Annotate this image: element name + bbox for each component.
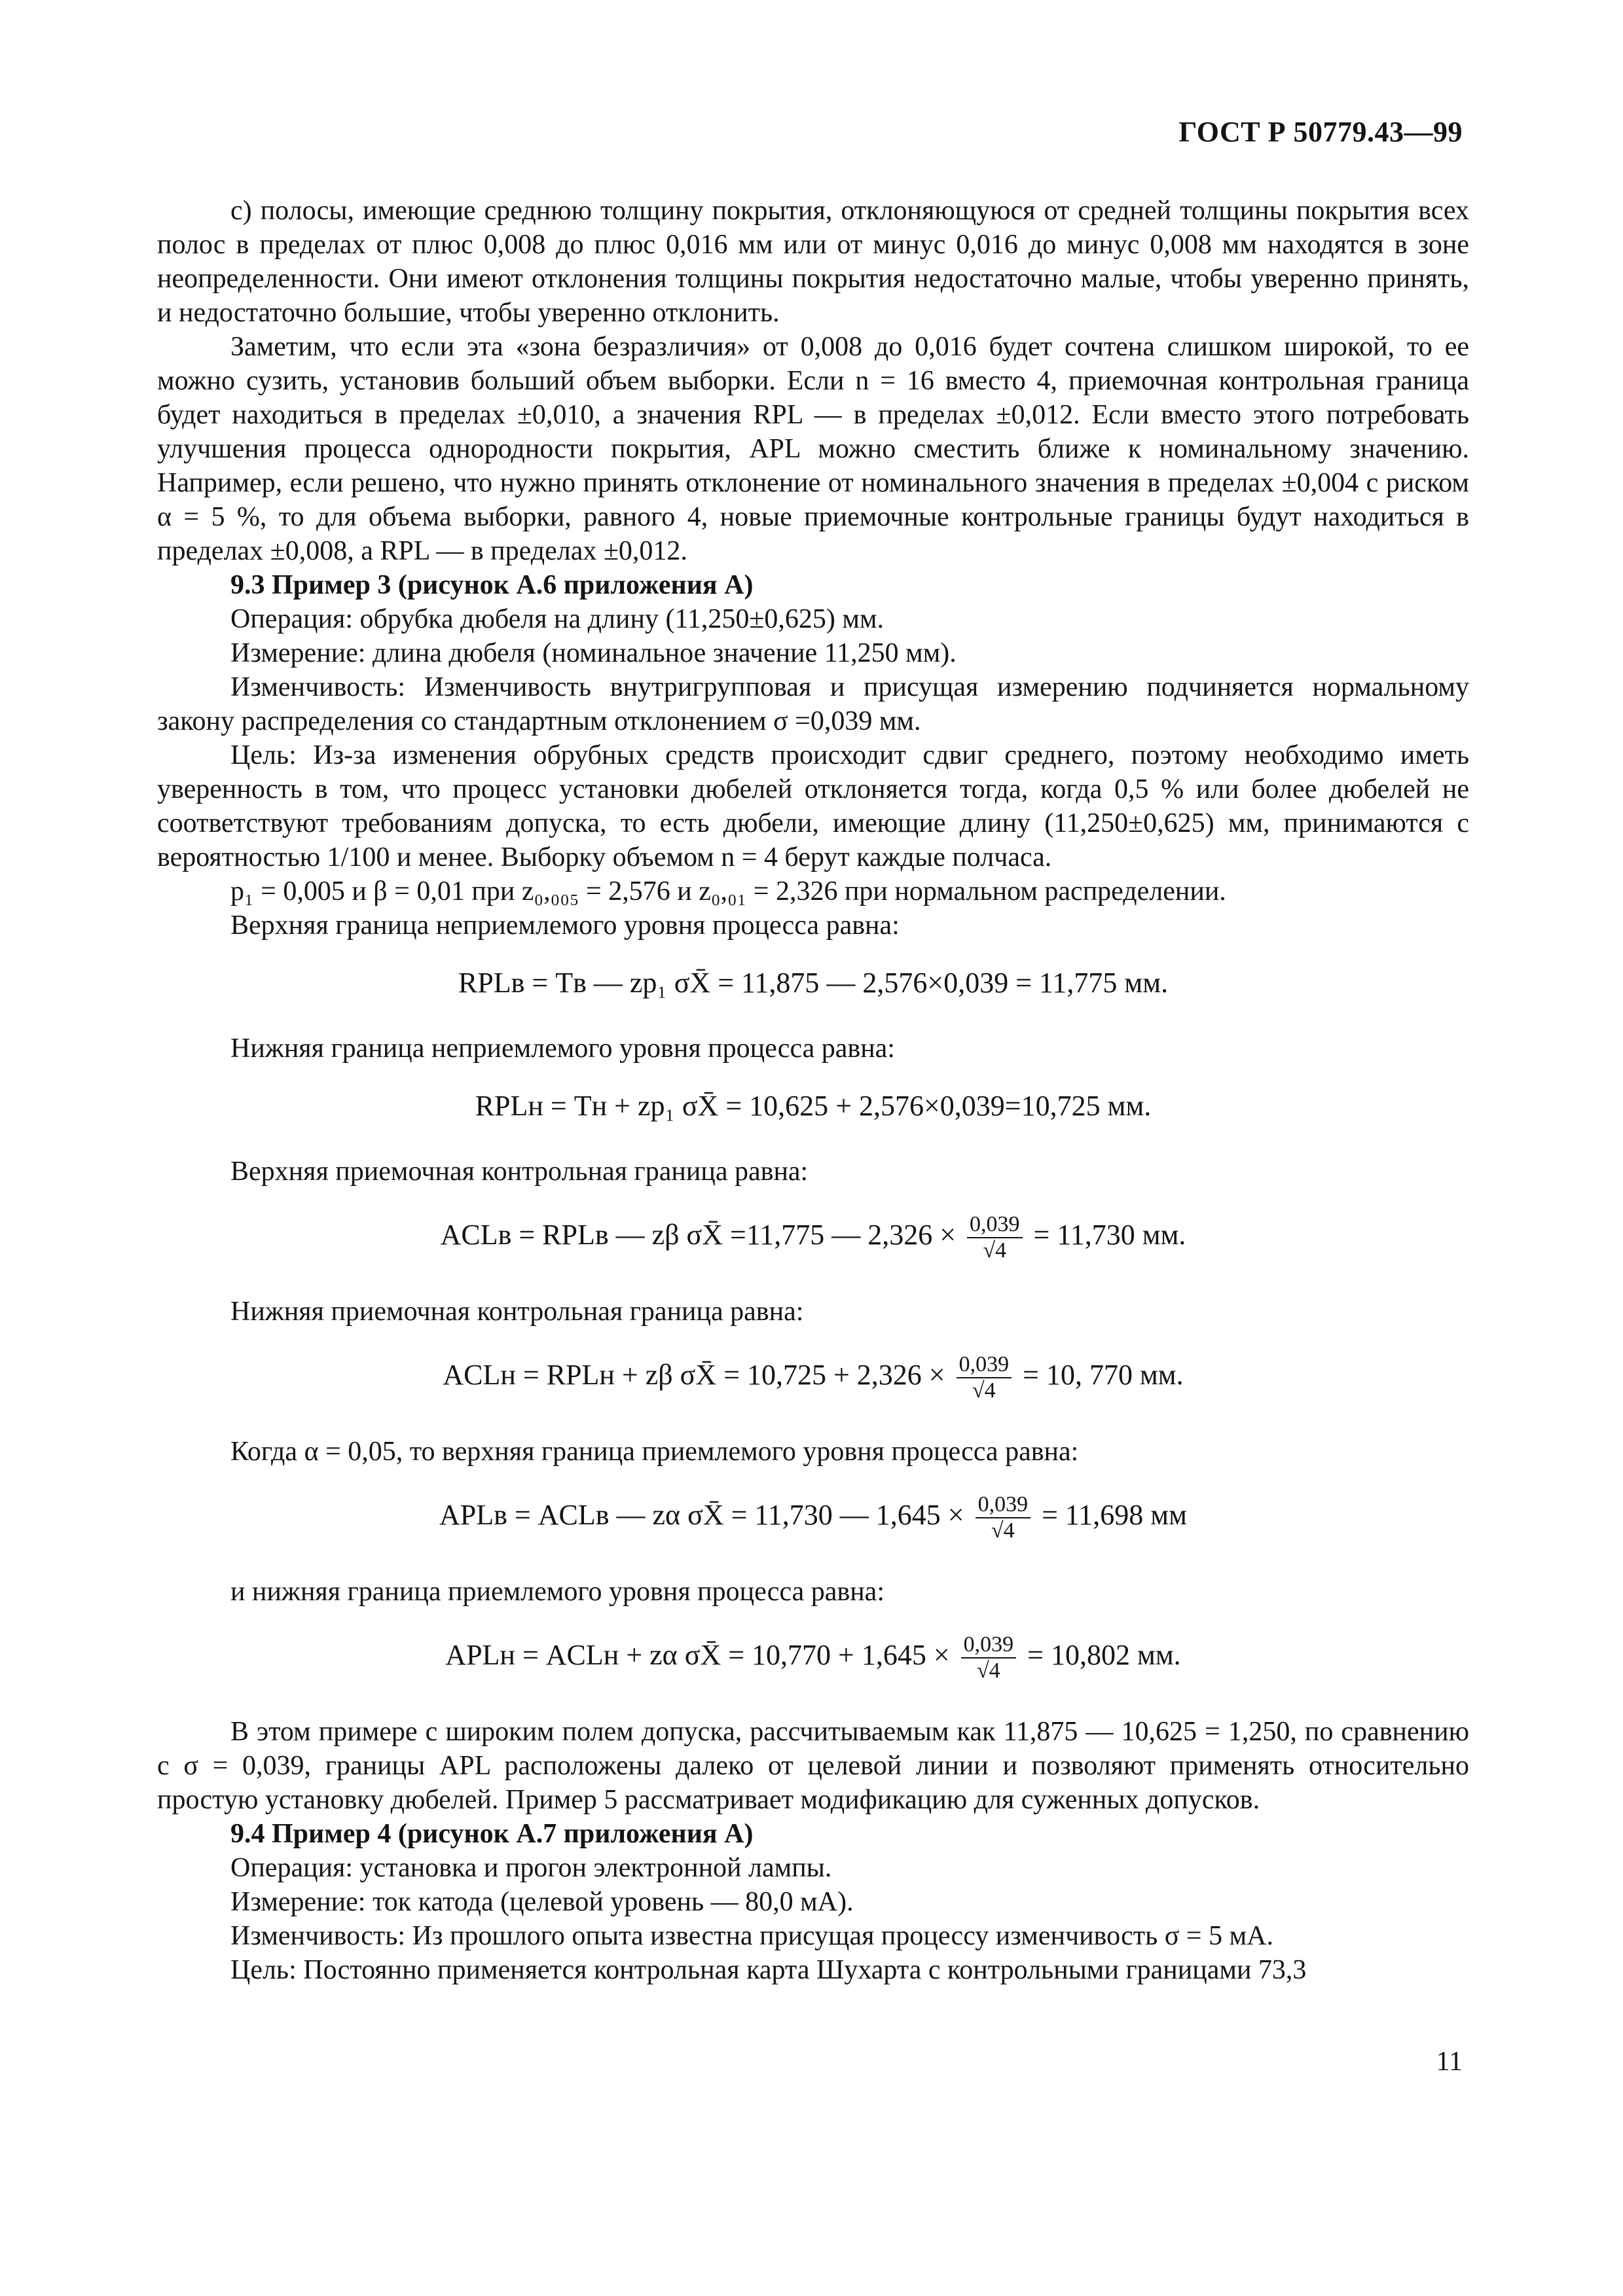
formula-acl-upper-left: ACLв = RPLв — zβ σX̄ =11,775 — 2,326 × [440, 1219, 957, 1251]
formula-acl-lower-left: ACLн = RPLн + zβ σX̄ = 10,725 + 2,326 × [443, 1359, 945, 1391]
paragraph-c: c) полосы, имеющие среднюю толщину покрытия, отклоняющуюся от средней толщины покрытия всех полос в пределах от плюс 0,008 до плюс 0,016 мм или от минус 0,016 до минус 0,008 мм находятся в зоне неопределенности. Они имеют отклонения толщины покрытия недостаточно малые, чтобы уверенно принять, и недостаточно большие, чтобы уверенно отклонить. [157, 196, 1469, 328]
paragraph-probabilities: p₁ = 0,005 и β = 0,01 при z₀,₀₀₅ = 2,576 и z₀,₀₁ = 2,326 при нормальном распределении. [230, 876, 1226, 906]
paragraph-goal-4: Цель: Постоянно применяется контрольная карта Шухарта с контрольными границами 73,3 [230, 1955, 1307, 1985]
formula-apl-upper-right: = 11,698 мм [1042, 1499, 1187, 1532]
label-rpl-upper: Верхняя граница неприемлемого уровня процесса равна: [230, 910, 900, 941]
paragraph-operation-3: Операция: обрубка дюбеля на длину (11,250±0,625) мм. [230, 604, 884, 634]
fraction [967, 1212, 1023, 1263]
fraction-denominator: √4 [991, 1518, 1015, 1543]
paragraph-variability-3: Изменчивость: Изменчивость внутригрупповая и присущая измерению подчиняется нормальному закону распределения со стандартным отклонением σ =0,039 мм. [157, 672, 1469, 736]
label-apl-upper: Когда α = 0,05, то верхняя граница приемлемого уровня процесса равна: [230, 1437, 1079, 1467]
formula-acl-upper-right: = 11,730 мм. [1033, 1219, 1186, 1251]
formula-apl-lower-right: = 10,802 мм. [1027, 1639, 1181, 1672]
formula-rpl-lower: RPLн = Tн + zp₁ σX̄ = 10,625 + 2,576×0,039=10,725 мм. [475, 1090, 1152, 1122]
label-acl-lower: Нижняя приемочная контрольная граница равна: [230, 1297, 804, 1327]
fraction-denominator: √4 [977, 1659, 1000, 1683]
label-acl-upper: Верхняя приемочная контрольная граница равна: [230, 1157, 809, 1187]
label-apl-lower: и нижняя граница приемлемого уровня процесса равна: [230, 1577, 884, 1607]
paragraph-measurement-4: Измерение: ток катода (целевой уровень — 80,0 мА). [230, 1887, 854, 1917]
document-header: ГОСТ Р 50779.43—99 [1178, 116, 1463, 148]
formula-rpl-upper: RPLв = Tв — zp₁ σX̄ = 11,875 — 2,576×0,039 = 11,775 мм. [458, 967, 1169, 999]
formula-apl-upper-left: APLв = ACLв — zα σX̄ = 11,730 — 1,645 × [439, 1499, 964, 1532]
formula-acl-upper [157, 1212, 1469, 1263]
page-number: 11 [1436, 2047, 1463, 2077]
formula-apl-lower-left: APLн = ACLн + zα σX̄ = 10,770 + 1,645 × [445, 1639, 950, 1672]
paragraph-goal-3: Цель: Из-за изменения обрубных средств происходит сдвиг среднего, поэтому необходимо иметь уверенность в том, что процесс установки дюбелей отклоняется тогда, когда 0,5 % или более дюбелей не соответствуют требованиям допуска, то есть дюбели, имеющие длину (11,250±0,625) мм, принимаются с вероятностью 1/100 и менее. Выборку объемом n = 4 берут каждые полчаса. [157, 740, 1469, 872]
formula-acl-lower [157, 1352, 1469, 1403]
fraction-denominator: √4 [983, 1238, 1007, 1263]
paragraph-note: Заметим, что если эта «зона безразличия» от 0,008 до 0,016 будет сочтена слишком широкой, то ее можно сузить, установив больший объем выборки. Если n = 16 вместо 4, приемочная контрольная граница будет находиться в пределах ±0,010, а значения RPL — в пределах ±0,012. Если вместо этого потребовать улучшения процесса однородности покрытия, APL можно сместить ближе к номинальному значению. Например, если решено, что нужно принять отклонение от номинального значения в пределах ±0,004 с риском α = 5 %, то для объема выборки, равного 4, новые приемочные контрольные границы будут находиться в пределах ±0,008, а RPL — в пределах ±0,012. [157, 332, 1469, 566]
formula-apl-lower [157, 1632, 1469, 1683]
fraction [976, 1492, 1031, 1543]
fraction-numerator: 0,039 [957, 1352, 1012, 1378]
fraction [957, 1352, 1012, 1403]
fraction-numerator: 0,039 [976, 1492, 1031, 1518]
fraction-numerator: 0,039 [961, 1632, 1017, 1659]
label-rpl-lower: Нижняя граница неприемлемого уровня процесса равна: [230, 1033, 895, 1064]
section-heading-9-3: 9.3 Пример 3 (рисунок А.6 приложения А) [230, 570, 754, 600]
formula-acl-lower-right: = 10, 770 мм. [1023, 1359, 1184, 1391]
body-text [157, 194, 1469, 1987]
fraction [961, 1632, 1017, 1683]
paragraph-conclusion-3: В этом примере с широким полем допуска, рассчитываемым как 11,875 — 10,625 = 1,250, по сравнению с σ = 0,039, границы APL расположены далеко от целевой линии и позволяют применять относительно простую установку дюбелей. Пример 5 рассматривает модификацию для суженных допусков. [157, 1717, 1469, 1815]
fraction-denominator: √4 [972, 1378, 996, 1403]
paragraph-variability-4: Изменчивость: Из прошлого опыта известна присущая процессу изменчивость σ = 5 мА. [230, 1921, 1274, 1951]
paragraph-operation-4: Операция: установка и прогон электронной лампы. [230, 1853, 832, 1883]
fraction-numerator: 0,039 [967, 1212, 1023, 1238]
paragraph-measurement-3: Измерение: длина дюбеля (номинальное значение 11,250 мм). [230, 638, 957, 668]
section-heading-9-4: 9.4 Пример 4 (рисунок А.7 приложения А) [230, 1819, 754, 1849]
formula-apl-upper [157, 1492, 1469, 1543]
